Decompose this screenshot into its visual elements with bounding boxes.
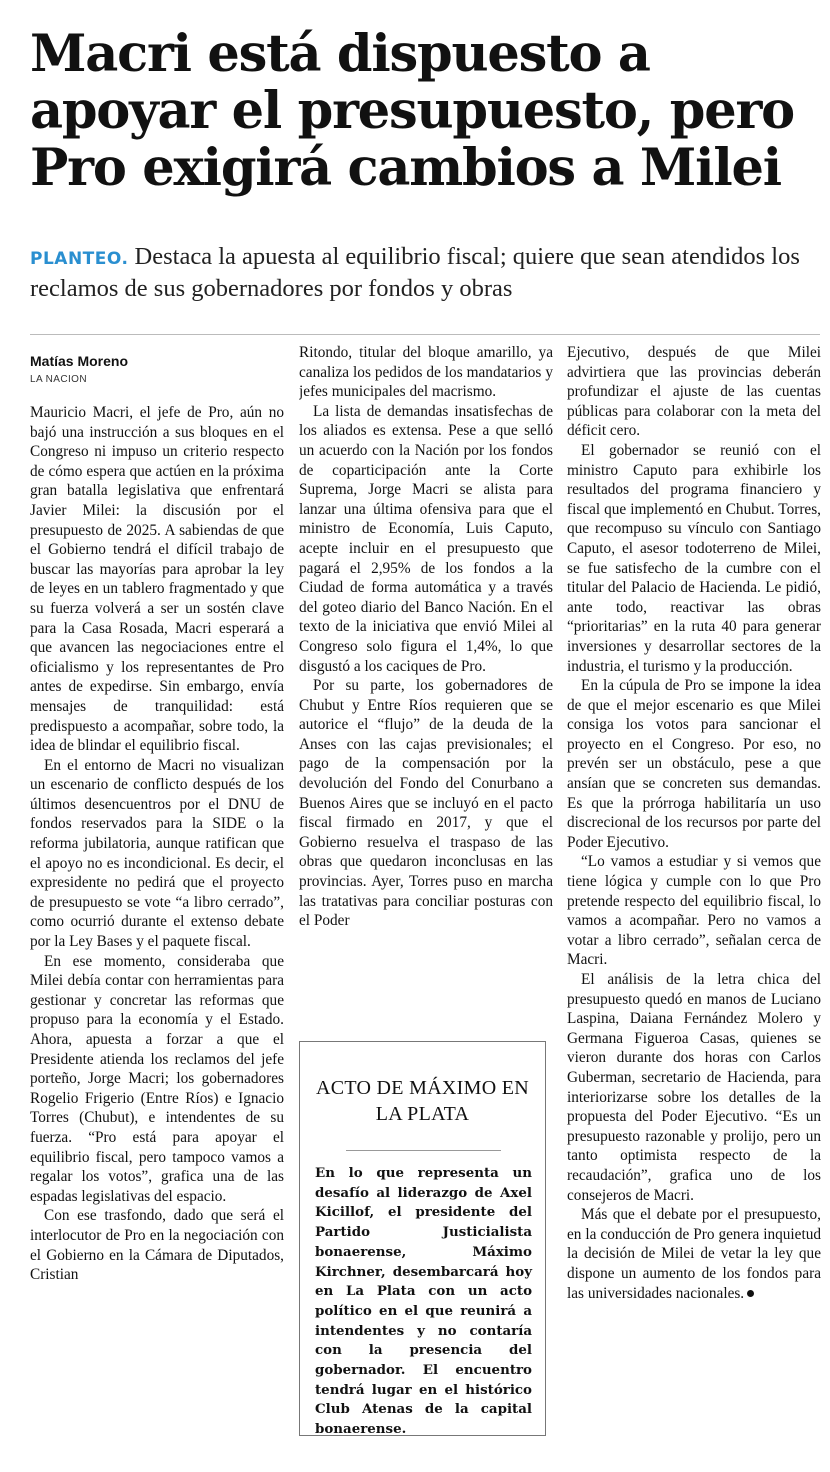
deck: [30, 242, 820, 303]
sidebar-box: [299, 1041, 546, 1436]
end-of-article-dot-icon: [747, 1290, 754, 1297]
body-column-2: [299, 343, 553, 1025]
paragraph: “Lo vamos a estudiar y si vemos que tiene lógica y cumple con lo que Pro pretende respecto del equilibrio fiscal, lo vamos a acompañar. Pero no vamos a votar a libro cerrado”, señalan cerca de Macri.: [567, 853, 821, 969]
paragraph: Por su parte, los gobernadores de Chubut y Entre Ríos requieren que se autorice el “flujo” de la deuda de la Anses con las cajas previsionales; el pago de la compensación por la devolución del Fondo del Conurbano a Buenos Aires que se incluyó en el pacto fiscal firmado en 2017, y que el Gobierno resuelva el traspaso de las obras que quedaron inconclusas en las provincias. Ayer, Torres puso en marcha las tratativas para conciliar posturas con el Poder: [299, 677, 553, 930]
paragraph-text: Más que el debate por el presupuesto, en la conducción de Pro genera inquietud la decisión de Milei de vetar la ley que dispone un aumento de los fondos para las universidades nacionales.: [567, 1206, 821, 1302]
body-column-1: [30, 403, 284, 1453]
sidebar-divider: [346, 1150, 501, 1151]
sidebar-title: ACTO DE MÁXIMO EN LA PLATA: [315, 1077, 530, 1125]
sidebar-text: En lo que representa un desafío al liderazgo de Axel Kicillof, el presidente del Partido Justicialista bonaerense, Máximo Kirchner, desembarcará hoy en La Plata con un acto político en el que reunirá a intendentes y no contaría con la presencia del gobernador. El encuentro tendrá lugar en el histórico Club Atenas de la capital bonaerense.: [315, 1165, 532, 1438]
paragraph-last: [567, 1205, 821, 1303]
paragraph: En ese momento, consideraba que Milei debía contar con herramientas para gestionar y concretar las reformas que propuso para la economía y el Estado. Ahora, apuesta a forzar a que el Presidente atienda los reclamos del jefe porteño, Jorge Macri; los gobernadores Rogelio Frigerio (Entre Ríos) e Ignacio Torres (Chubut), e intendentes de su fuerza. “Pro está para apoyar el equilibrio fiscal, pero tampoco vamos a regalar los votos”, grafica una de las espadas legislativas del espacio.: [30, 952, 284, 1205]
byline-outlet: LA NACION: [30, 374, 87, 385]
paragraph: El análisis de la letra chica del presupuesto quedó en manos de Luciano Laspina, Daiana Fernández Molero y Germana Figueroa Casas, quienes se vieron durante dos horas con Carlos Guberman, secretario de Hacienda, para interiorizarse sobre los detalles de la propuesta del Poder Ejecutivo. “Es un presupuesto razonable y prolijo, pero un tanto optimista respecto de la recaudación”, grafica uno de los consejeros de Macri.: [567, 971, 821, 1204]
paragraph: Ritondo, titular del bloque amarillo, ya canaliza los pedidos de los mandatarios y jefes municipales del macrismo.: [299, 344, 553, 401]
byline-author: Matías Moreno: [30, 353, 129, 369]
paragraph: La lista de demandas insatisfechas de los aliados es extensa. Pese a que selló un acuerdo con la Nación por los fondos de coparticipación ante la Corte Suprema, Jorge Macri se alista para lanzar una última ofensiva para que el ministro de Economía, Luis Caputo, acepte incluir en el presupuesto que pagará el 2,95% de los fondos a la Ciudad de forma automática y a través del goteo diario del Banco Nación. En el texto de la iniciativa que envió Milei al Congreso solo figura el 1,4%, lo que disgustó a los caciques de Pro.: [299, 402, 553, 675]
paragraph: Ejecutivo, después de que Milei advirtiera que las provincias deberán profundizar el ajuste de las cuentas públicas para colaborar con la meta del déficit cero.: [567, 344, 821, 440]
paragraph: En la cúpula de Pro se impone la idea de que el mejor escenario es que Milei consiga los votos para sancionar el proyecto en el Congreso. Por eso, no prevén ser un obstáculo, pese a que ansían que se concreten sus demandas. Es que la prórroga habilitaría un uso discrecional de los recursos por parte del Poder Ejecutivo.: [567, 677, 821, 851]
paragraph: El gobernador se reunió con el ministro Caputo para exhibirle los resultados del programa financiero y fiscal que implementó en Chubut. Torres, que recompuso su vínculo con Santiago Caputo, el asesor todoterreno de Milei, se fue satisfecho de la cumbre con el titular del Palacio de Hacienda. Le pidió, ante todo, reactivar las obras “prioritarias” en la ruta 40 para generar inversiones y desarrollar sectores de la industria, el turismo y la producción.: [567, 441, 821, 675]
deck-kicker: PLANTEO.: [30, 249, 129, 269]
paragraph: Mauricio Macri, el jefe de Pro, aún no bajó una instrucción a sus bloques en el Congreso ni impuso un criterio respecto de cómo espera que actúen en la próxima gran batalla legislativa que enfrentará Javier Milei: la discusión por el presupuesto de 2025. A sabiendas de que el Gobierno tendrá el difícil trabajo de buscar las mayorías para aprobar la ley de leyes en un tablero fragmentado y que su fuerza volverá a ser un sostén clave para la Casa Rosada, Macri esperará a que avancen las negociaciones entre el oficialismo y los representantes de Pro antes de expedirse. Sin embargo, envía mensajes de tranquilidad: está predispuesto a acompañar, sobre todo, la idea de blindar el equilibrio fiscal.: [30, 404, 284, 755]
deck-text: Destaca la apuesta al equilibrio fiscal; quiere que sean atendidos los reclamos de sus gobernadores por fondos y obras: [30, 243, 800, 302]
header-divider: [30, 334, 820, 335]
paragraph: Con ese trasfondo, dado que será el interlocutor de Pro en la negociación con el Gobierno en la Cámara de Diputados, Cristian: [30, 1207, 284, 1284]
headline: Macri está dispuesto a apoyar el presupuesto, pero Pro exigirá cambios a Milei: [30, 24, 794, 198]
paragraph: En el entorno de Macri no visualizan un escenario de conflicto después de los últimos desencuentros por el DNU de fondos reservados para la SIDE o la reforma jubilatoria, aunque ratifican que el apoyo no es incondicional. Es decir, el expresidente no pedirá que el proyecto de presupuesto se vote “a libro cerrado”, como ocurrió durante el extenso debate por la Ley Bases y el paquete fiscal.: [30, 756, 284, 951]
body-column-3: [567, 343, 821, 1453]
